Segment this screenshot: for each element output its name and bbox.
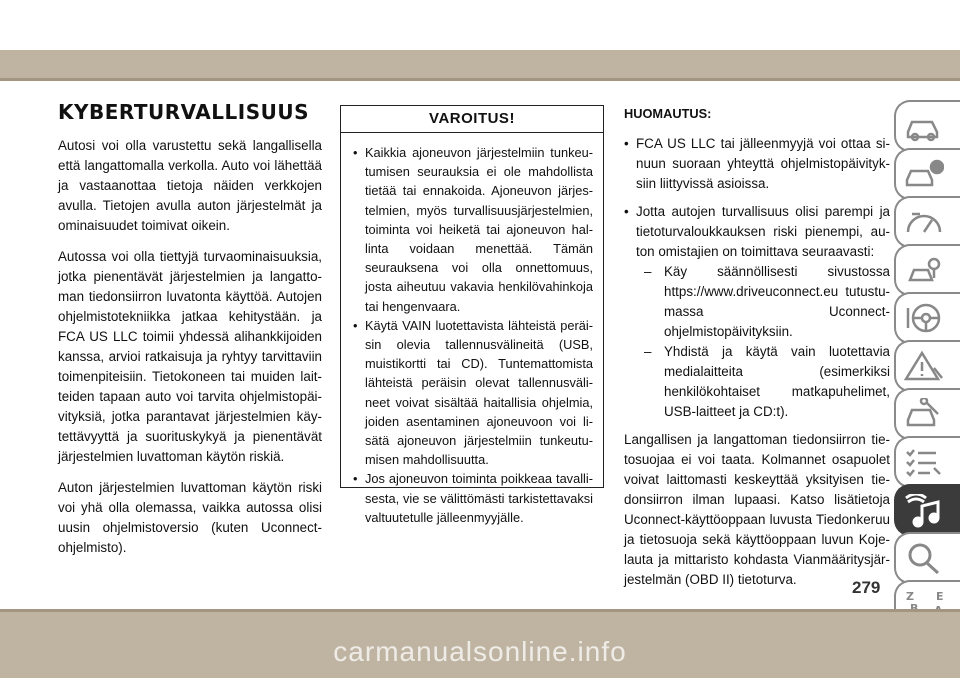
tab-dashboard[interactable] — [894, 196, 960, 248]
checklist-icon — [904, 446, 944, 478]
tab-car[interactable] — [894, 100, 960, 152]
tab-car-info[interactable] — [894, 148, 960, 200]
wrench-car-icon — [904, 398, 944, 430]
music-nav-icon — [904, 494, 948, 528]
left-column — [58, 100, 322, 569]
warning-title: VAROITUS! — [341, 106, 603, 133]
paragraph: Autosi voi olla varustettu sekä langallisella että langattomalla verkolla. Auto voi lähettää ja vastaanottaa tietoja näiden verkkojen avulla. Tietojen avulla auton järjestelmät ja ominaisuudet toimivat oikein. — [58, 138, 322, 233]
tab-warning[interactable] — [894, 340, 960, 392]
tab-service[interactable] — [894, 388, 960, 440]
note-subitem: – Käy säännöllisesti sivustossa https://www.driveuconnect.eu tutustumassa Uconnect-ohjelmistopäivityksiin. — [636, 262, 890, 342]
header-band-line — [0, 78, 960, 81]
tab-multimedia[interactable] — [894, 484, 960, 536]
warning-item: • Kaikkia ajoneuvon järjestelmiin tunkeutumisen seurauksia ei ole mahdollista tietää tai ennakoida. Ajoneuvon järjestelmien, myös turvallisuusjärjestelmien, toiminta voi heiketä tai ajoneuvon hallinta voidaan menettää. Tämän seurauksena voi olla onnettomuus, josta aiheutuu vakavia henkilövahinkoja tai hengenvaara. — [353, 143, 593, 316]
steering-wheel-icon — [904, 302, 944, 334]
section-heading: KYBERTURVALLISUUS — [58, 100, 309, 124]
warning-item: • Käytä VAIN luotettavista lähteistä peräisin olevia tallennusvälineitä (USB, muistikortti tai CD). Tuntemattomista lähteistä peräisin olevat tallennusvälineet voivat sisältää haitallisia ohjelmia, joiden asentaminen ajoneuvoon voi lisätä ajoneuvon järjestelmiin tunkeutumisen mahdollisuutta. — [353, 316, 593, 470]
warning-item: • Jos ajoneuvon toiminta poikkeaa tavallisesta, vie se välittömästi tarkistettavaksi valtuutetulle jälleenmyyjälle. — [353, 469, 593, 527]
note-bullet: • FCA US LLC tai jälleenmyyjä voi ottaa sinuun suoraan yhteyttä ohjelmistopäivityksiin liittyvissä asioissa. — [624, 134, 890, 194]
index-letter: E — [936, 590, 944, 603]
right-column — [624, 100, 890, 601]
tab-safety[interactable] — [894, 244, 960, 296]
note-bullet — [624, 202, 890, 422]
car-info-icon — [904, 158, 944, 190]
note-heading: HUOMAUTUS: — [624, 106, 712, 121]
watermark: carmanualsonline.info — [333, 636, 627, 667]
tab-specs[interactable] — [894, 436, 960, 488]
note-list — [624, 134, 890, 422]
car-safety-icon — [904, 254, 944, 286]
note-sublist — [636, 262, 890, 422]
tab-steering[interactable] — [894, 292, 960, 344]
paragraph: Auton järjestelmien luvattoman käytön riski voi yhä olla olemassa, vaikka autossa olisi uusin ohjelmistoversio (kuten Uconnect-ohjelmisto). — [58, 480, 322, 555]
car-icon — [904, 110, 944, 142]
page-number: 279 — [852, 578, 881, 597]
warning-triangle-icon — [904, 350, 944, 382]
paragraph: Autossa voi olla tiettyjä turvaominaisuuksia, jotka pienentävät järjestelmien ja langattoman tiedonsiirron luvatonta käyttöä. Autojen ohjelmistotekniikka jatkaa kehitystään. ja FCA US LLC toimii yhdessä alihankkijoiden kanssa, arvioi ratkaisuja ja ryhtyy tarvittaviin toimenpiteisiin. Tietokoneen tai muiden laitteiden tapaan auto voi tarvita ohjelmistopäivityksiä, jotka parantavat järjestelmien käytettävyyttä ja suorituskykyä ja pienentävät järjestelmien luvattoman käytön riskiä. — [58, 249, 322, 464]
dashboard-icon — [904, 206, 944, 238]
search-icon — [904, 542, 944, 574]
note-subitem: – Yhdistä ja käytä vain luotettavia medialaitteita (esimerkiksi henkilökohtaiset matkapuhelimet, USB-laitteet ja CD:t). — [636, 342, 890, 422]
warning-box — [340, 105, 604, 525]
warning-list — [341, 143, 603, 527]
header-band — [0, 50, 960, 78]
top-margin — [0, 0, 960, 50]
paragraph: Langallisen ja langattoman tiedonsiirron tietosuojaa ei voi taata. Kolmannet osapuolet voivat laittomasti keskeyttää yksityisen tiedonsiirron ilman lupaasi. Katso lisätietoja Uconnect-käyttöoppaan luvusta Tiedonkeruu ja tietosuoja sekä käyttöoppaan luvun Kojelauta ja mittaristo kohdasta Vianmääritysjärjestelmän (OBD II) tietoturva. — [624, 432, 890, 587]
tab-search[interactable] — [894, 532, 960, 584]
index-letter: Z — [906, 590, 914, 603]
note-bullet-text: Jotta autojen turvallisuus olisi parempi ja tietoturvaloukkauksen riski pienempi, auton omistajien on toimittava seuraavasti: — [636, 204, 890, 259]
